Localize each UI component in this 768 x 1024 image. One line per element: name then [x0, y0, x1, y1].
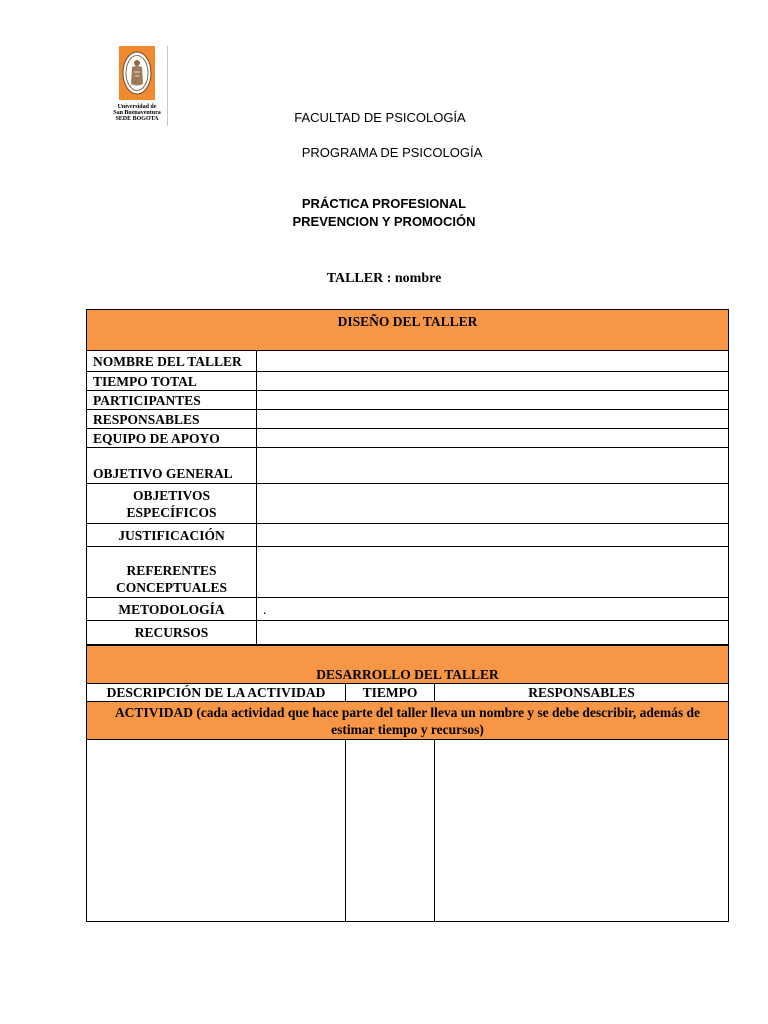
practice-area-title: PREVENCION Y PROMOCIÓN [292, 214, 476, 229]
workshop-development-table [86, 645, 729, 922]
row-value[interactable] [257, 621, 729, 645]
row-value[interactable] [257, 484, 729, 524]
logo-text-line2: San Buenaventura [113, 110, 161, 116]
program-heading: PROGRAMA DE PSICOLOGÍA [301, 145, 483, 160]
row-value[interactable] [257, 351, 729, 372]
row-label: RESPONSABLES [87, 410, 257, 429]
column-header-responsible: RESPONSABLES [435, 684, 729, 702]
workshop-design-table [86, 309, 729, 645]
row-label: RECURSOS [87, 621, 257, 645]
faculty-heading: FACULTAD DE PSICOLOGÍA [294, 110, 466, 125]
activity-note: ACTIVIDAD (cada actividad que hace parte del taller lleva un nombre y se debe describir, además de estimar tiempo y recursos) [87, 702, 729, 740]
activity-responsible-cell[interactable] [435, 740, 729, 922]
row-value[interactable] [257, 410, 729, 429]
row-label: REFERENTES CONCEPTUALES [87, 547, 257, 598]
logo-text-line3: SEDE BOGOTA [115, 116, 159, 122]
column-header-activity: DESCRIPCIÓN DE LA ACTIVIDAD [87, 684, 346, 702]
row-label: NOMBRE DEL TALLER [87, 351, 257, 372]
row-label: OBJETIVOS ESPECÍFICOS [87, 484, 257, 524]
row-value[interactable] [257, 429, 729, 448]
row-value[interactable]: . [257, 598, 729, 621]
row-value[interactable] [257, 448, 729, 484]
row-value[interactable] [257, 547, 729, 598]
row-label: OBJETIVO GENERAL [87, 448, 257, 484]
university-seal-icon [119, 46, 155, 100]
row-label: TIEMPO TOTAL [87, 372, 257, 391]
row-label: METODOLOGÍA [87, 598, 257, 621]
row-value[interactable] [257, 391, 729, 410]
row-label: JUSTIFICACIÓN [87, 524, 257, 547]
practice-title: PRÁCTICA PROFESIONAL [301, 196, 467, 211]
row-label: PARTICIPANTES [87, 391, 257, 410]
row-value[interactable] [257, 372, 729, 391]
development-section-header: DESARROLLO DEL TALLER [87, 646, 729, 684]
activity-time-cell[interactable] [346, 740, 435, 922]
logo-text-line1: Universidad de [117, 104, 157, 110]
activity-description-cell[interactable] [87, 740, 346, 922]
row-label: EQUIPO DE APOYO [87, 429, 257, 448]
workshop-title: TALLER : nombre [326, 271, 442, 286]
design-section-header: DISEÑO DEL TALLER [87, 310, 729, 351]
column-header-time: TIEMPO [346, 684, 435, 702]
row-value[interactable] [257, 524, 729, 547]
